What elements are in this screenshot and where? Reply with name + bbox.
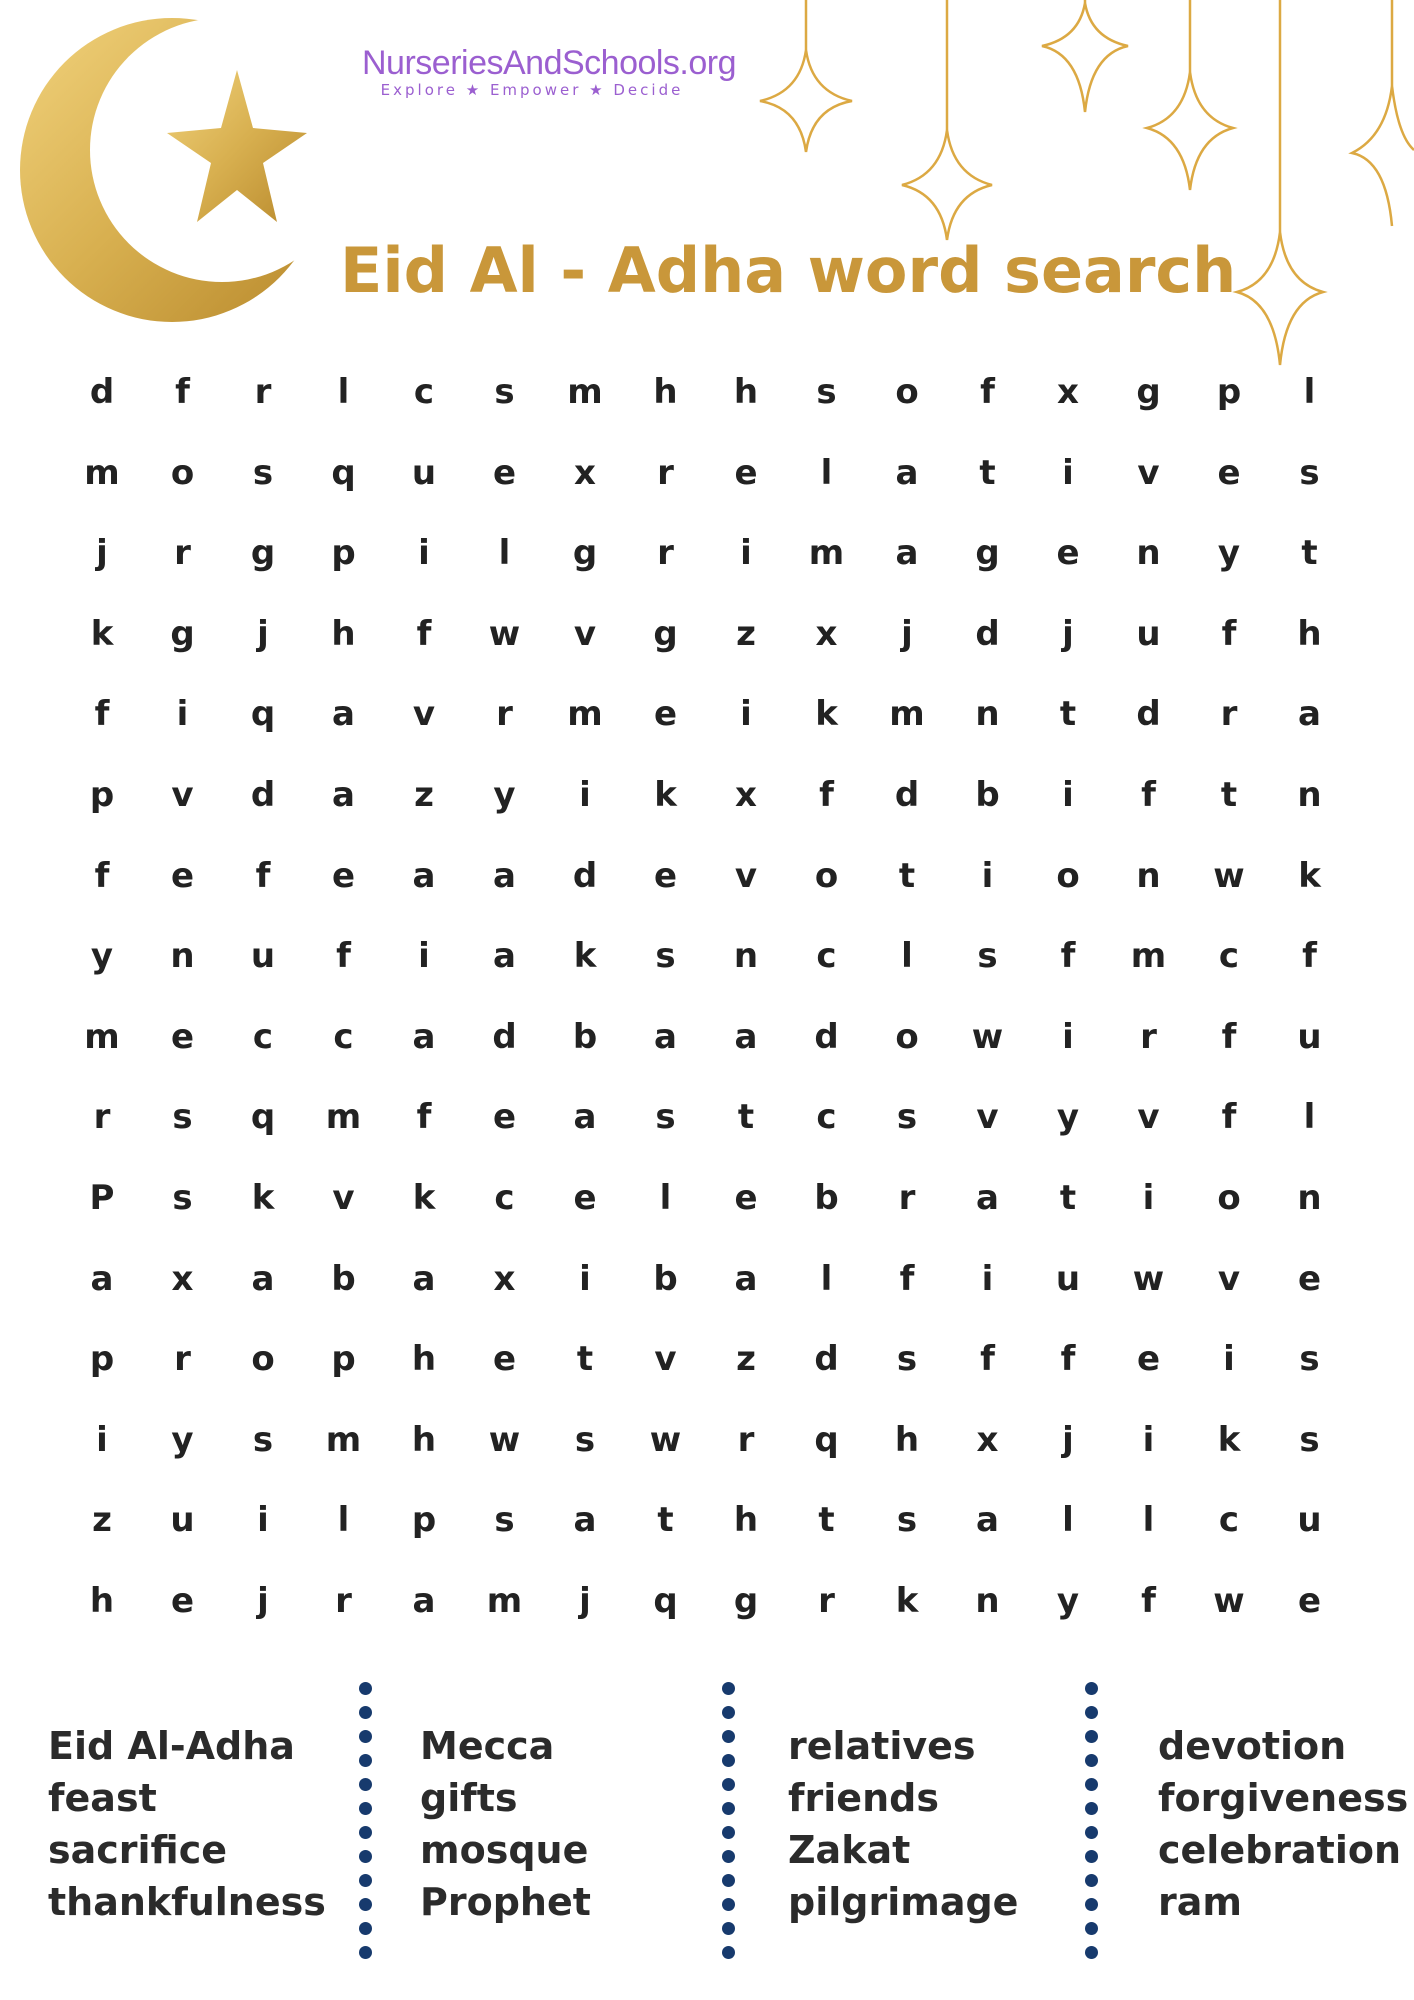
grid-letter: a: [412, 855, 436, 896]
grid-letter: b: [653, 1258, 678, 1299]
grid-letter: r: [898, 1178, 916, 1218]
grid-letter: l: [820, 1258, 833, 1299]
grid-letter: a: [1298, 694, 1321, 735]
grid-letter: f: [1060, 1339, 1076, 1380]
grid-letter: k: [1298, 855, 1321, 896]
word-list-item: gifts: [420, 1776, 518, 1820]
grid-letter: a: [573, 1097, 597, 1138]
grid-letter: a: [412, 1581, 436, 1621]
grid-letter: d: [492, 1016, 517, 1057]
grid-letter: a: [976, 1500, 999, 1541]
grid-letter: h: [411, 1339, 437, 1380]
grid-letter: c: [333, 1016, 354, 1057]
dotted-divider: [359, 1682, 373, 1984]
grid-letter: w: [1213, 855, 1245, 896]
grid-letter: s: [816, 372, 837, 412]
grid-letter: x: [493, 1258, 516, 1299]
grid-letter: u: [1136, 613, 1161, 654]
grid-letter: r: [174, 1339, 191, 1380]
grid-letter: f: [175, 372, 190, 412]
word-list-item: pilgrimage: [788, 1880, 1019, 1924]
grid-letter: o: [251, 1339, 275, 1380]
word-list-item: friends: [788, 1776, 939, 1820]
grid-letter: f: [1221, 613, 1237, 654]
grid-letter: f: [980, 1339, 995, 1380]
grid-letter: s: [172, 1178, 193, 1218]
grid-letter: p: [331, 1339, 356, 1380]
grid-letter: k: [412, 1178, 436, 1218]
grid-letter: f: [980, 372, 995, 412]
grid-letter: v: [1137, 1097, 1160, 1138]
grid-letter: w: [488, 1419, 521, 1460]
grid-letter: q: [250, 1097, 276, 1138]
grid-letter: x: [815, 613, 838, 654]
grid-letter: n: [1297, 1178, 1322, 1218]
grid-letter: s: [494, 372, 515, 412]
grid-letter: e: [734, 1178, 758, 1218]
grid-letter: g: [170, 613, 195, 654]
grid-letter: o: [814, 855, 839, 896]
grid-letter: g: [733, 1581, 759, 1621]
grid-letter: e: [170, 1016, 195, 1057]
word-list-item: relatives: [788, 1724, 976, 1768]
grid-letter: r: [93, 1097, 111, 1138]
grid-letter: e: [170, 855, 195, 896]
grid-letter: o: [895, 372, 919, 412]
grid-letter: k: [654, 775, 677, 815]
grid-letter: i: [418, 936, 430, 977]
grid-letter: P: [89, 1178, 115, 1218]
grid-letter: f: [94, 694, 110, 735]
grid-letter: r: [818, 1581, 835, 1621]
grid-letter: c: [816, 936, 837, 977]
grid-letter: c: [252, 1016, 274, 1057]
grid-letter: t: [898, 855, 916, 896]
grid-letter: t: [1220, 775, 1238, 815]
grid-letter: e: [573, 1178, 597, 1218]
grid-letter: f: [1221, 1016, 1237, 1057]
word-list-column: [788, 1720, 1018, 1928]
grid-letter: a: [895, 452, 919, 493]
grid-letter: a: [90, 1258, 114, 1299]
grid-letter: f: [1221, 1097, 1237, 1138]
crescent-moon-icon: [20, 18, 324, 322]
grid-letter: b: [975, 775, 1000, 815]
grid-letter: y: [1217, 533, 1241, 574]
word-list: [0, 1720, 1414, 1960]
grid-letter: a: [332, 775, 355, 815]
grid-letter: k: [895, 1581, 919, 1621]
grid-letter: m: [567, 694, 603, 735]
grid-letter: s: [977, 936, 998, 977]
grid-letter: e: [653, 694, 678, 735]
grid-letter: i: [740, 694, 752, 735]
grid-letter: n: [1136, 855, 1161, 896]
grid-letter: u: [170, 1500, 195, 1541]
grid-letter: m: [84, 452, 120, 493]
logo-name: NurseriesAndSchools.org: [362, 44, 737, 82]
grid-letter: s: [896, 1339, 918, 1380]
grid-letter: e: [492, 452, 517, 493]
grid-letter: i: [1142, 1419, 1155, 1460]
grid-letter: o: [895, 1016, 919, 1057]
word-list-column: [48, 1720, 326, 1928]
grid-letter: d: [975, 613, 1000, 654]
grid-letter: v: [1137, 452, 1160, 493]
grid-letter: f: [1302, 936, 1317, 977]
grid-letter: j: [1062, 613, 1074, 654]
word-list-item: Mecca: [420, 1724, 555, 1768]
grid-letter: d: [814, 1339, 839, 1380]
grid-letter: e: [170, 1581, 195, 1621]
grid-letter: s: [172, 1097, 193, 1138]
grid-letter: h: [894, 1419, 920, 1460]
grid-letter: f: [94, 855, 110, 896]
grid-letter: t: [737, 1097, 755, 1138]
grid-letter: d: [814, 1016, 839, 1057]
grid-letter: s: [574, 1419, 596, 1460]
grid-letter: d: [250, 775, 276, 815]
grid-letter: h: [733, 372, 759, 412]
grid-letter: p: [411, 1500, 437, 1541]
grid-letter: h: [89, 1581, 115, 1621]
grid-letter: c: [1218, 936, 1240, 977]
grid-letter: e: [1136, 1339, 1161, 1380]
grid-letter: i: [1062, 775, 1074, 815]
grid-letter: s: [655, 1097, 676, 1138]
grid-letter: u: [250, 936, 276, 977]
grid-letter: r: [1220, 694, 1238, 735]
word-list-item: mosque: [420, 1828, 589, 1872]
grid-letter: k: [251, 1178, 275, 1218]
grid-letter: f: [416, 613, 432, 654]
grid-letter: i: [1062, 1016, 1074, 1057]
grid-letter: u: [411, 452, 437, 493]
grid-letter: n: [733, 936, 759, 977]
grid-letter: k: [815, 694, 838, 735]
grid-letter: d: [572, 855, 598, 896]
site-logo: [362, 44, 737, 99]
grid-letter: v: [734, 855, 758, 896]
grid-letter: j: [257, 1581, 269, 1621]
grid-letter: l: [1303, 1097, 1316, 1138]
grid-letter: r: [174, 533, 191, 574]
grid-letter: i: [1142, 1178, 1155, 1218]
grid-letter: x: [171, 1258, 194, 1299]
grid-letter: m: [325, 1097, 362, 1138]
grid-letter: i: [740, 533, 752, 574]
grid-letter: i: [176, 694, 189, 735]
grid-letter: e: [1056, 533, 1080, 574]
grid-letter: w: [649, 1419, 682, 1460]
grid-letter: g: [1136, 372, 1161, 412]
grid-letter: v: [412, 694, 436, 735]
grid-letter: i: [579, 775, 591, 815]
grid-letter: z: [736, 1339, 756, 1380]
grid-letter: s: [1299, 452, 1320, 493]
grid-letter: t: [979, 452, 996, 493]
grid-letter: t: [818, 1500, 835, 1541]
grid-letter: y: [1056, 1097, 1080, 1138]
grid-letter: n: [170, 936, 195, 977]
grid-letter: h: [1297, 613, 1322, 654]
grid-letter: z: [736, 613, 756, 654]
grid-letter: p: [1216, 372, 1242, 412]
grid-letter: j: [96, 533, 108, 574]
grid-letter: j: [579, 1581, 591, 1621]
grid-letter: m: [1130, 936, 1167, 977]
grid-letter: a: [654, 1016, 677, 1057]
grid-letter: s: [655, 936, 676, 977]
word-list-item: feast: [48, 1776, 157, 1820]
grid-letter: l: [1303, 372, 1316, 412]
grid-letter: h: [733, 1500, 759, 1541]
word-list-item: Zakat: [788, 1828, 911, 1872]
grid-letter: f: [1060, 936, 1076, 977]
grid-letter: n: [975, 694, 1000, 735]
grid-letter: r: [496, 694, 513, 735]
grid-letter: l: [498, 533, 511, 574]
grid-letter: v: [1217, 1258, 1241, 1299]
grid-letter: y: [90, 936, 114, 977]
grid-letter: l: [659, 1178, 672, 1218]
grid-letter: i: [981, 1258, 994, 1299]
word-list-item: devotion: [1158, 1724, 1347, 1768]
grid-letter: r: [335, 1581, 352, 1621]
grid-letter: m: [808, 533, 845, 574]
grid-letter: s: [896, 1097, 918, 1138]
grid-letter: f: [416, 1097, 432, 1138]
grid-letter: g: [975, 533, 1000, 574]
grid-letter: w: [1132, 1258, 1165, 1299]
word-search-grid: [62, 362, 1342, 1642]
grid-letter: l: [820, 452, 833, 493]
grid-letter: w: [1213, 1581, 1245, 1621]
grid-letter: g: [653, 613, 678, 654]
grid-letter: p: [331, 533, 356, 574]
grid-letter: a: [412, 1258, 436, 1299]
grid-letter: s: [252, 452, 274, 493]
grid-letter: i: [1223, 1339, 1235, 1380]
grid-letter: v: [332, 1178, 355, 1218]
grid-letter: e: [492, 1339, 517, 1380]
page-title: Eid Al - Adha word search: [340, 234, 1237, 307]
grid-letter: q: [814, 1419, 839, 1460]
grid-letter: k: [90, 613, 114, 654]
grid-letter: h: [411, 1419, 437, 1460]
grid-letter: c: [494, 1178, 515, 1218]
grid-letter: e: [653, 855, 678, 896]
grid-letter: k: [1217, 1419, 1241, 1460]
grid-letter: e: [492, 1097, 517, 1138]
grid-letter: d: [1136, 694, 1161, 735]
grid-letter: x: [735, 775, 757, 815]
grid-letter: a: [251, 1258, 275, 1299]
grid-letter: b: [331, 1258, 356, 1299]
grid-letter: f: [336, 936, 351, 977]
grid-letter: w: [488, 613, 521, 654]
grid-letter: t: [657, 1500, 674, 1541]
grid-letter: t: [1059, 1178, 1077, 1218]
grid-letter: a: [734, 1258, 758, 1299]
word-list-column: [420, 1720, 591, 1928]
grid-letter: e: [734, 452, 758, 493]
grid-letter: e: [1297, 1581, 1322, 1621]
grid-letter: u: [1297, 1016, 1322, 1057]
grid-letter: r: [657, 533, 674, 574]
grid-letter: a: [976, 1178, 999, 1218]
grid-letter: a: [332, 694, 355, 735]
grid-letter: e: [331, 855, 356, 896]
grid-letter: l: [1142, 1500, 1155, 1541]
grid-letter: q: [653, 1581, 678, 1621]
grid-letter: i: [981, 855, 994, 896]
grid-letter: m: [567, 372, 603, 412]
word-list-column: [1158, 1720, 1408, 1928]
grid-letter: v: [171, 775, 194, 815]
grid-letter: k: [573, 936, 597, 977]
grid-letter: r: [657, 452, 674, 493]
grid-letter: l: [901, 936, 913, 977]
grid-letter: c: [816, 1097, 837, 1138]
grid-letter: g: [572, 533, 598, 574]
grid-letter: a: [493, 855, 516, 896]
grid-letter: o: [1217, 1178, 1241, 1218]
grid-letter: b: [572, 1016, 598, 1057]
grid-letter: a: [493, 936, 516, 977]
grid-letter: b: [814, 1178, 839, 1218]
grid-letter: a: [734, 1016, 758, 1057]
grid-letter: t: [1301, 533, 1318, 574]
grid-letter: q: [331, 452, 356, 493]
grid-letter: s: [494, 1500, 515, 1541]
grid-letter: r: [254, 372, 272, 412]
grid-letter: d: [89, 372, 115, 412]
grid-letter: m: [84, 1016, 120, 1057]
grid-letter: u: [1297, 1500, 1322, 1541]
grid-letter: u: [1055, 1258, 1081, 1299]
grid-letter: y: [171, 1419, 194, 1460]
grid-letter: f: [255, 855, 271, 896]
word-list-item: Eid Al-Adha: [48, 1724, 295, 1768]
grid-letter: x: [1057, 372, 1079, 412]
grid-letter: t: [1059, 694, 1077, 735]
word-list-item: thankfulness: [48, 1880, 326, 1924]
grid-letter: i: [579, 1258, 591, 1299]
word-list-item: Prophet: [420, 1880, 591, 1924]
grid-letter: v: [654, 1339, 677, 1380]
grid-letter: j: [1062, 1419, 1074, 1460]
grid-letter: s: [252, 1419, 274, 1460]
grid-letter: n: [975, 1581, 1000, 1621]
grid-letter: j: [901, 613, 913, 654]
grid-letter: q: [250, 694, 276, 735]
grid-letter: i: [1062, 452, 1074, 493]
grid-letter: c: [413, 372, 435, 412]
grid-letter: f: [1141, 775, 1156, 815]
grid-letter: f: [1141, 1581, 1156, 1621]
grid-letter: a: [895, 533, 919, 574]
grid-letter: f: [899, 1258, 915, 1299]
word-list-item: sacrifice: [48, 1828, 228, 1872]
grid-letter: e: [1297, 1258, 1322, 1299]
grid-letter: d: [894, 775, 920, 815]
logo-tagline: Explore ★ Empower ★ Decide: [380, 81, 684, 99]
grid-letter: j: [257, 613, 269, 654]
grid-letter: e: [1217, 452, 1241, 493]
grid-letter: g: [250, 533, 276, 574]
grid-letter: f: [819, 775, 834, 815]
grid-letter: p: [89, 1339, 115, 1380]
grid-letter: m: [889, 694, 925, 735]
grid-letter: v: [976, 1097, 999, 1138]
grid-letter: i: [257, 1500, 269, 1541]
grid-letter: l: [337, 372, 350, 412]
grid-letter: m: [325, 1419, 362, 1460]
grid-letter: a: [412, 1016, 436, 1057]
grid-letter: y: [1056, 1581, 1080, 1621]
grid-letter: x: [976, 1419, 999, 1460]
grid-letter: m: [486, 1581, 523, 1621]
grid-letter: o: [1056, 855, 1080, 896]
word-list-item: celebration: [1158, 1828, 1402, 1872]
grid-letter: s: [1299, 1339, 1320, 1380]
grid-letter: c: [1218, 1500, 1240, 1541]
grid-letter: i: [96, 1419, 108, 1460]
word-list-item: ram: [1158, 1880, 1242, 1924]
grid-letter: r: [737, 1419, 755, 1460]
grid-letter: x: [574, 452, 596, 493]
dotted-divider: [722, 1682, 736, 1984]
grid-letter: z: [414, 775, 434, 815]
grid-letter: y: [493, 775, 516, 815]
grid-letter: p: [89, 775, 115, 815]
word-list-item: forgiveness: [1158, 1776, 1409, 1820]
grid-letter: h: [653, 372, 678, 412]
dotted-divider: [1085, 1682, 1099, 1984]
grid-letter: o: [170, 452, 195, 493]
grid-letter: i: [418, 533, 430, 574]
grid-letter: r: [1140, 1016, 1157, 1057]
grid-letter: l: [337, 1500, 350, 1541]
grid-letter: s: [1299, 1419, 1320, 1460]
grid-letter: s: [896, 1500, 918, 1541]
grid-letter: n: [1297, 775, 1322, 815]
grid-letter: l: [1062, 1500, 1074, 1541]
grid-letter: v: [573, 613, 597, 654]
grid-letter: h: [331, 613, 356, 654]
grid-letter: a: [573, 1500, 597, 1541]
grid-letter: z: [92, 1500, 112, 1541]
grid-letter: w: [971, 1016, 1004, 1057]
grid-letter: n: [1136, 533, 1161, 574]
grid-letter: t: [576, 1339, 594, 1380]
